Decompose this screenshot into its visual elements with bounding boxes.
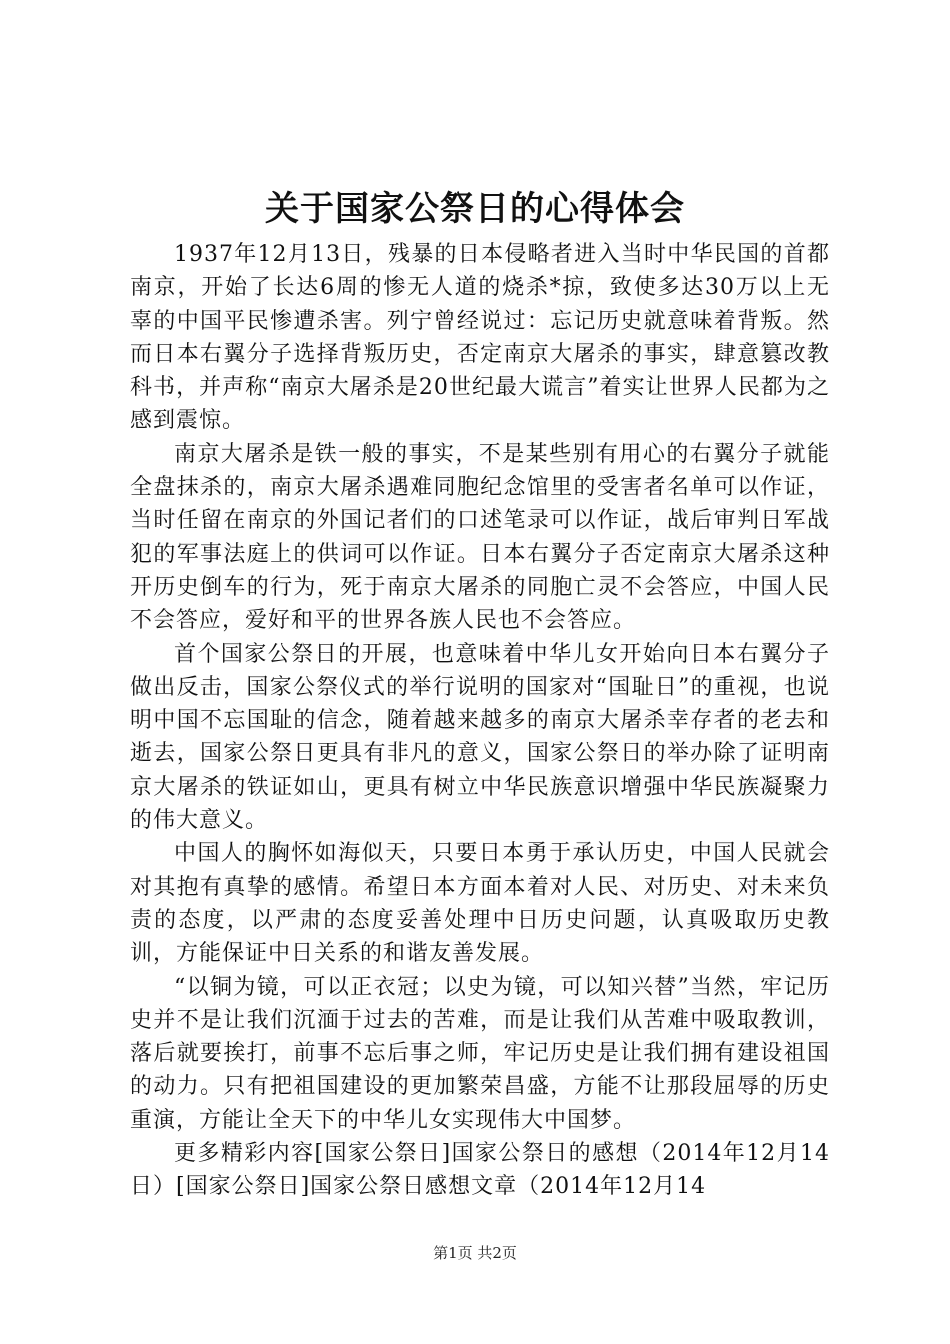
paragraph-1: 1937年12月13日，残暴的日本侵略者进入当时中华民国的首都南京，开始了长达6周的惨无人道的烧杀*掠，致使多达30万以上无辜的中国平民惨遭杀害。列宁曾经说过：忘记历史就意味着背叛。然而日本右翼分子选择背叛历史，否定南京大屠杀的事实，肆意篡改教科书，并声称“南京大屠杀是20世纪最大谎言”着实让世界人民都为之感到震惊。 bbox=[130, 242, 830, 434]
paragraph-5: “以铜为镜，可以正衣冠；以史为镜，可以知兴替”当然，牢记历史并不是让我们沉湎于过去的苦难，而是让我们从苦难中吸取教训，落后就要挨打，前事不忘后事之师，牢记历史是让我们拥有建设祖国的动力。只有把祖国建设的更加繁荣昌盛，方能不让那段屈辱的历史重演，方能让全天下的中华儿女实现伟大中国梦。 bbox=[130, 974, 830, 1133]
paragraph-3: 首个国家公祭日的开展，也意味着中华儿女开始向日本右翼分子做出反击，国家公祭仪式的举行说明的国家对“国耻日”的重视，也说明中国不忘国耻的信念，随着越来越多的南京大屠杀幸存者的老去和逝去，国家公祭日更具有非凡的意义，国家公祭日的举办除了证明南京大屠杀的铁证如山，更具有树立中华民族意识增强中华民族凝聚力的伟大意义。 bbox=[130, 641, 830, 834]
paragraph-6-more-content: 更多精彩内容[国家公祭日]国家公祭日的感想（2014年12月14日）[国家公祭日]国家公祭日感想文章（2014年12月14 bbox=[130, 1141, 830, 1200]
paragraph-4: 中国人的胸怀如海似天，只要日本勇于承认历史，中国人民就会对其抱有真挚的感情。希望日本方面本着对人民、对历史、对未来负责的态度，以严肃的态度妥善处理中日历史问题，认真吸取历史教训，方能保证中日关系的和谐友善发展。 bbox=[130, 841, 830, 967]
page-number-footer: 第1页 共2页 bbox=[433, 1244, 517, 1262]
document-title: 关于国家公祭日的心得体会 bbox=[265, 189, 685, 229]
document-body bbox=[130, 238, 830, 1204]
paragraph-2: 南京大屠杀是铁一般的事实，不是某些别有用心的右翼分子就能全盘抹杀的，南京大屠杀遇难同胞纪念馆里的受害者名单可以作证，当时任留在南京的外国记者们的口述笔录可以作证，战后审判日军战犯的军事法庭上的供词可以作证。日本右翼分子否定南京大屠杀这种开历史倒车的行为，死于南京大屠杀的同胞亡灵不会答应，中国人民不会答应，爱好和平的世界各族人民也不会答应。 bbox=[130, 441, 830, 634]
